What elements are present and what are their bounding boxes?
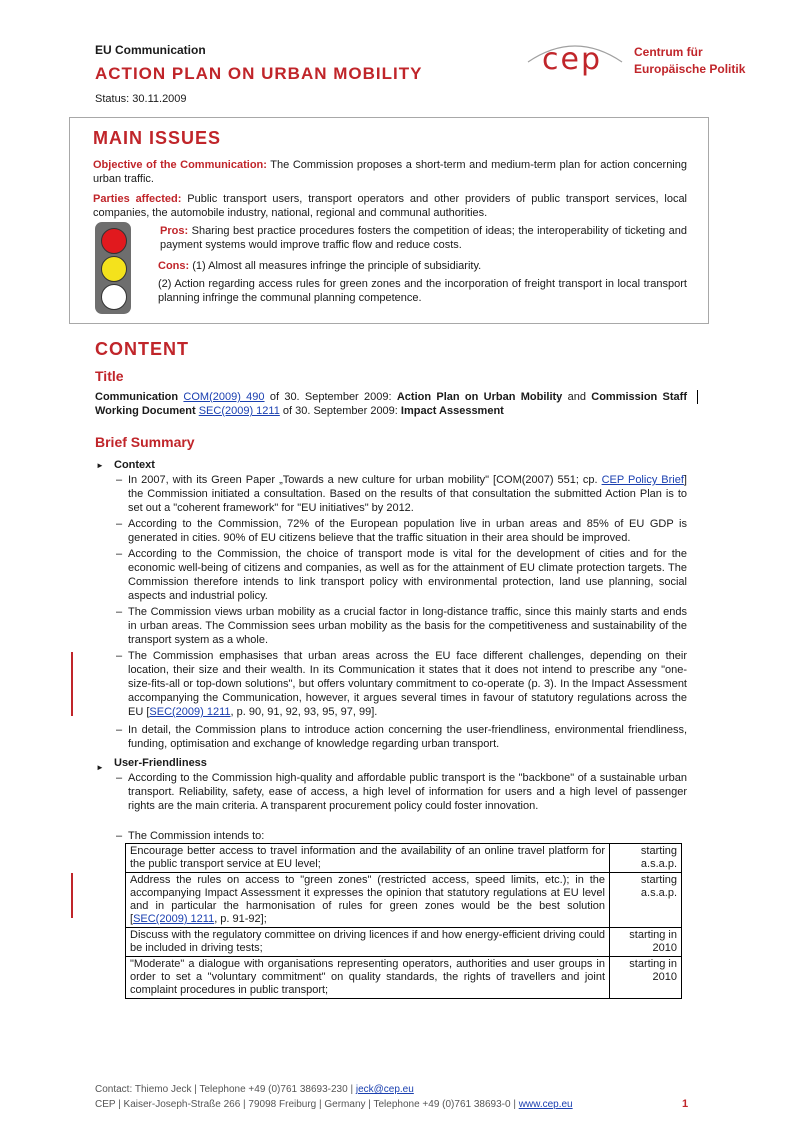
footer-address-text: CEP | Kaiser-Joseph-Straße 266 | 79098 Freiburg | Germany | Telephone +49 (0)761 38693-0 | — [95, 1099, 519, 1110]
title-bold-1: Action Plan on Urban Mobility — [396, 391, 563, 403]
actions-table-wrap — [125, 843, 682, 999]
context-item-3-text: According to the Commission, the choice of transport mode is vital for the development of cities and for the economic well-being of citizens and companies, as well as for the attainment of EU climate protection targets. The Commission therefore intends to link transport policy with environmental protection, land use planning, social aspects and industrial policy. — [128, 548, 687, 602]
logo-wordmark: cep — [542, 42, 602, 77]
cons-text-1: (1) Almost all measures infringe the principle of subsidiarity. — [189, 260, 482, 272]
sec-2009-1211-link[interactable]: SEC(2009) 1211 — [198, 405, 280, 417]
parties-paragraph — [93, 192, 687, 220]
dash-icon: – — [116, 772, 123, 784]
title-text-5: of 30. September 2009: — [279, 405, 401, 417]
traffic-light-icon — [95, 222, 131, 314]
objective-text: The Commission proposes a short-term and medium-term plan for action concerning urban traffic. — [93, 159, 687, 185]
sec-2009-1211-link-2[interactable]: SEC(2009) 1211 — [149, 706, 231, 718]
table-row — [126, 873, 682, 928]
email-link[interactable]: jeck@cep.eu — [355, 1084, 414, 1095]
context-item-4-text: The Commission views urban mobility as a crucial factor in long-distance traffic, since this mainly starts and ends in urban areas. The Commission sees urban mobility as the basis for the competitiveness and sustainability of the transport system as a whole. — [128, 606, 687, 646]
parties-text: Public transport users, transport operators and other providers of public transport services, local companies, the automobile industry, national, regional and communal authorities. — [93, 193, 688, 219]
yellow-light-icon — [101, 256, 127, 282]
pros-label: Pros: — [160, 225, 189, 237]
dash-icon: – — [116, 548, 123, 560]
action-cell-text-a: Address the rules on access to "green zones" (restricted access, speed limits, etc.); in the accompanying Impact Assessment it expresses the opinion that statutory regulations at EU level and in particular the harmonisation of rules for green zones would be the best solution [ — [130, 874, 605, 925]
timing-cell: starting in 2010 — [610, 928, 682, 957]
timing-cell: starting a.s.a.p. — [610, 873, 682, 928]
triangle-bullet-icon: ► — [96, 461, 104, 470]
sec-2009-1211-link-3[interactable]: SEC(2009) 1211 — [133, 913, 215, 925]
timing-cell: starting in 2010 — [610, 957, 682, 999]
context-item-5-text-a: The Commission emphasises that urban areas across the EU face different challenges, depending on their location, their size and their wealth. In its Communication it states that it does not intend to prescribe any "one-size-fits-all or top-down solutions", but offers voluntary commitment to co-operate (p. 3). In the Impact Assessment accompanying the Communication, however, it argues several times in favour of statutory regulations across the EU [ — [128, 650, 687, 718]
dash-icon: – — [116, 830, 123, 842]
context-item-1 — [116, 473, 687, 515]
parties-label: Parties affected: — [93, 193, 182, 205]
title-heading: Title — [95, 368, 124, 384]
objective-paragraph — [93, 158, 687, 186]
footer-contact-text: Contact: Thiemo Jeck | Telephone +49 (0)761 38693-230 | — [95, 1084, 356, 1095]
title-text-1: Communication — [95, 391, 184, 403]
table-row — [126, 957, 682, 999]
context-item-6-text: In detail, the Commission plans to introduce action concerning the user-friendliness, environmental friendliness, funding, optimisation and exchange of knowledge regarding urban transport. — [128, 724, 687, 750]
logo-name-line2: Europäische Politik — [634, 62, 746, 76]
dash-icon: – — [116, 724, 123, 736]
dash-icon: – — [116, 650, 123, 662]
context-item-2-text: According to the Commission, 72% of the European population live in urban areas and 85% of EU GDP is generated in cities. 90% of EU citizens believe that the traffic situation in their area should be improved. — [128, 518, 687, 544]
logo-name-line1: Centrum für — [634, 45, 703, 59]
website-link[interactable]: www.cep.eu — [518, 1099, 573, 1110]
context-item-5-text-b: , p. 90, 91, 92, 93, 95, 97, 99]. — [230, 706, 378, 718]
title-bold-2: Commission Staff Working Document — [95, 391, 688, 417]
cons-paragraph — [158, 259, 687, 273]
table-row — [126, 844, 682, 873]
action-cell-text-b: , p. 91-92]; — [214, 913, 267, 925]
pros-paragraph — [160, 224, 687, 252]
cep-logo — [520, 38, 760, 88]
status-date: Status: 30.11.2009 — [95, 93, 187, 105]
footer-address — [95, 1099, 573, 1110]
user-friendliness-item-1 — [116, 771, 687, 813]
page-number: 1 — [682, 1098, 689, 1110]
context-item-1-text-b: ] the Commission initiated a consultation. Based on the results of that consultation the submitted Action Plan is to set out a "coherent framework" for "EU initiatives" by 2012. — [128, 474, 687, 514]
cep-policy-brief-link[interactable]: CEP Policy Brief — [601, 474, 684, 486]
context-bullet — [96, 459, 104, 471]
title-paragraph — [95, 390, 687, 418]
document-title: ACTION PLAN ON URBAN MOBILITY — [95, 64, 423, 83]
timing-cell: starting a.s.a.p. — [610, 844, 682, 873]
dash-icon: – — [116, 474, 123, 486]
red-light-icon — [101, 228, 127, 254]
cons-text-2: (2) Action regarding access rules for green zones and the incorporation of freight transport in local transport planning infringe the communal planning competence. — [158, 278, 687, 304]
title-bold-3: Impact Assessment — [400, 405, 504, 417]
action-cell: "Moderate" a dialogue with organisations representing operators, authorities and user groups in order to set a "voluntary commitment" on quality standards, the rights of travellers and joint complaint procedures in public transport; — [126, 957, 610, 999]
document-type-label: EU Communication — [95, 43, 206, 57]
table-row — [126, 928, 682, 957]
actions-table — [125, 843, 682, 999]
content-heading: CONTENT — [95, 339, 189, 359]
action-cell: Encourage better access to travel information and the availability of an online travel platform for the public transport service at EU level; — [126, 844, 610, 873]
user-friendliness-item-2 — [116, 829, 687, 843]
user-friendliness-bullet — [96, 757, 104, 775]
title-text-2: of 30. September 2009: — [264, 391, 397, 403]
change-bar — [71, 652, 73, 716]
context-item-2 — [116, 517, 687, 545]
pros-text: Sharing best practice procedures fosters the competition of ideas; the interoperability of ticketing and payment systems would improve traffic flow and reduce costs. — [160, 225, 687, 251]
context-item-1-text-a: In 2007, with its Green Paper „Towards a new culture for urban mobility" [COM(2007) 551; cp. — [128, 474, 602, 486]
white-light-icon — [101, 284, 127, 310]
margin-mark — [697, 390, 698, 404]
logo-organisation-name — [634, 44, 745, 78]
user-friendliness-item-2-text: The Commission intends to: — [128, 830, 265, 842]
context-item-3 — [116, 547, 687, 603]
context-item-4 — [116, 605, 687, 647]
main-issues-heading: MAIN ISSUES — [93, 128, 222, 148]
objective-label: Objective of the Communication: — [93, 159, 267, 171]
action-cell: Discuss with the regulatory committee on driving licences if and how energy-efficient driving could be included in driving tests; — [126, 928, 610, 957]
context-label: Context — [114, 459, 155, 471]
cons-label: Cons: — [158, 260, 190, 272]
footer-contact — [95, 1084, 414, 1095]
title-text-3: and — [562, 391, 592, 403]
context-item-5 — [116, 649, 687, 719]
user-friendliness-item-1-text: According to the Commission high-quality and affordable public transport is the "backbone" of a sustainable urban transport. Reliability, safety, ease of access, a high level of information for users and a high level of passenger rights are the main criteria. A transparent procurement policy could foster innovation. — [128, 772, 687, 812]
brief-summary-heading: Brief Summary — [95, 434, 195, 450]
com-2009-490-link[interactable]: COM(2009) 490 — [183, 391, 265, 403]
triangle-bullet-icon: ► — [96, 763, 104, 772]
dash-icon: – — [116, 606, 123, 618]
dash-icon: – — [116, 518, 123, 530]
user-friendliness-label: User-Friendliness — [114, 757, 207, 769]
action-cell — [126, 873, 610, 928]
context-item-6 — [116, 723, 687, 751]
change-bar — [71, 873, 73, 918]
